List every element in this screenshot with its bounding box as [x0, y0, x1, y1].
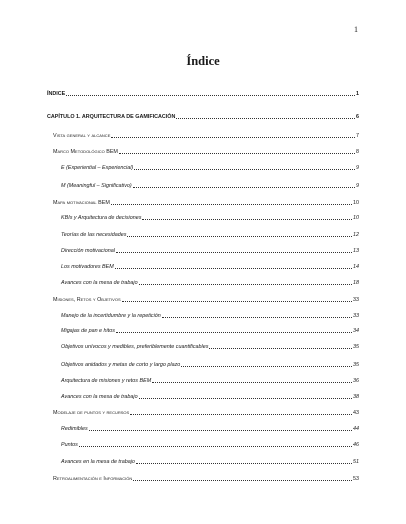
toc-entry[interactable] [61, 378, 359, 384]
toc-entry-page: 36 [353, 378, 359, 384]
toc-entry-title: Dirección motivacional [61, 248, 115, 254]
toc-entry[interactable] [53, 200, 359, 206]
toc-entry[interactable] [47, 114, 359, 120]
toc-entry-page: 9 [356, 183, 359, 189]
toc-entry[interactable] [53, 297, 359, 303]
page-title: Índice [186, 54, 220, 68]
toc-entry[interactable] [61, 459, 359, 465]
dot-leader [136, 463, 352, 464]
dot-leader [176, 118, 355, 119]
toc-entry-page: 33 [353, 297, 359, 303]
toc-entry-title: ÍNDICE [47, 91, 66, 97]
dot-leader [115, 268, 352, 269]
toc-entry-page: 14 [353, 264, 359, 270]
toc-entry-title: Avances con la mesa de trabajo [61, 394, 138, 400]
toc-entry[interactable] [61, 426, 359, 432]
dot-leader [209, 348, 352, 349]
toc-entry-page: 18 [353, 280, 359, 286]
toc-entry-title: Teorías de las necesidades [61, 232, 127, 238]
toc-entry[interactable] [61, 215, 359, 221]
toc-entry-title: Los motivadores BEM [61, 264, 114, 270]
dot-leader [133, 480, 352, 481]
dot-leader [116, 332, 352, 333]
toc-entry-title: Avances en la mesa de trabajo [61, 459, 135, 465]
dot-leader [139, 398, 352, 399]
toc-entry[interactable] [61, 165, 359, 171]
toc-entry-page: 10 [353, 200, 359, 206]
toc-entry[interactable] [61, 362, 359, 368]
toc-entry-page: 7 [356, 133, 359, 139]
dot-leader [116, 252, 352, 253]
dot-leader [130, 414, 352, 415]
toc-entry-page: 33 [353, 313, 359, 319]
dot-leader [142, 219, 352, 220]
toc-entry[interactable] [53, 149, 359, 155]
toc-entry-title: Misiones, Retos y Objetivos [53, 297, 121, 303]
toc-entry-title: E (Experiential – Experiencial) [61, 165, 134, 171]
toc-entry-title: Redimibles [61, 426, 88, 432]
page-number: 1 [354, 25, 358, 34]
toc-entry-title: KBIs y Arquitectura de decisiones [61, 215, 142, 221]
toc-entry-title: CAPÍTULO 1. ARQUITECTURA DE GAMIFICACIÓN [47, 114, 176, 120]
toc-entry-title: Modelaje de puntos y recursos [53, 410, 130, 416]
toc-entry[interactable] [61, 280, 359, 286]
toc-entry-page: 35 [353, 362, 359, 368]
dot-leader [122, 301, 352, 302]
toc-entry-page: 8 [356, 149, 359, 155]
toc-entry-title: Marco Metodológico BEM [53, 149, 118, 155]
toc-entry-title: Retroalimentación e Información [53, 476, 133, 482]
toc-entry-page: 12 [353, 232, 359, 238]
toc-entry[interactable] [61, 232, 359, 238]
dot-leader [139, 284, 352, 285]
toc-entry-title: Avances con la mesa de trabajo [61, 280, 138, 286]
toc-entry-title: Mapa motivacional BEM [53, 200, 110, 206]
toc-entry[interactable] [47, 91, 359, 97]
toc-entry-page: 51 [353, 459, 359, 465]
toc-entry-page: 46 [353, 442, 359, 448]
toc-entry[interactable] [61, 394, 359, 400]
dot-leader [133, 187, 355, 188]
dot-leader [152, 382, 352, 383]
toc-entry-page: 38 [353, 394, 359, 400]
dot-leader [111, 137, 355, 138]
dot-leader [79, 446, 352, 447]
dot-leader [181, 366, 352, 367]
toc-entry-title: Arquitectura de misiones y retos BEM [61, 378, 152, 384]
dot-leader [89, 430, 352, 431]
dot-leader [119, 153, 355, 154]
dot-leader [127, 236, 352, 237]
toc-entry-page: 9 [356, 165, 359, 171]
toc-entry[interactable] [61, 313, 359, 319]
toc-entry[interactable] [61, 442, 359, 448]
dot-leader [162, 317, 352, 318]
toc-entry-page: 1 [356, 91, 359, 97]
dot-leader [66, 95, 355, 96]
toc-entry-page: 13 [353, 248, 359, 254]
toc-entry-title: Objetivos unívocos y medibles, preferiblemente cuantificables [61, 344, 209, 350]
toc-entry[interactable] [61, 248, 359, 254]
toc-entry[interactable] [53, 410, 359, 416]
toc-entry-title: Vista general y alcance [53, 133, 111, 139]
toc-entry-title: Manejo de la incertidumbre y la repetición [61, 313, 161, 319]
toc-entry-page: 10 [353, 215, 359, 221]
toc-entry-page: 34 [353, 328, 359, 334]
toc-entry-title: M (Meaningful – Significativo) [61, 183, 132, 189]
toc-entry-title: Puntos [61, 442, 78, 448]
toc-entry-page: 53 [353, 476, 359, 482]
toc-entry-page: 43 [353, 410, 359, 416]
toc-entry[interactable] [61, 264, 359, 270]
toc-entry[interactable] [53, 133, 359, 139]
toc-entry-page: 35 [353, 344, 359, 350]
toc-entry-page: 44 [353, 426, 359, 432]
dot-leader [134, 169, 355, 170]
toc-entry[interactable] [61, 328, 359, 334]
toc-entry-page: 6 [356, 114, 359, 120]
toc-entry-title: Migajas de pan e hitos [61, 328, 115, 334]
toc-entry[interactable] [61, 183, 359, 189]
toc-entry-title: Objetivos anidados y metas de corto y largo plazo [61, 362, 181, 368]
toc-entry[interactable] [61, 344, 359, 350]
dot-leader [111, 204, 352, 205]
toc-entry[interactable] [53, 476, 359, 482]
